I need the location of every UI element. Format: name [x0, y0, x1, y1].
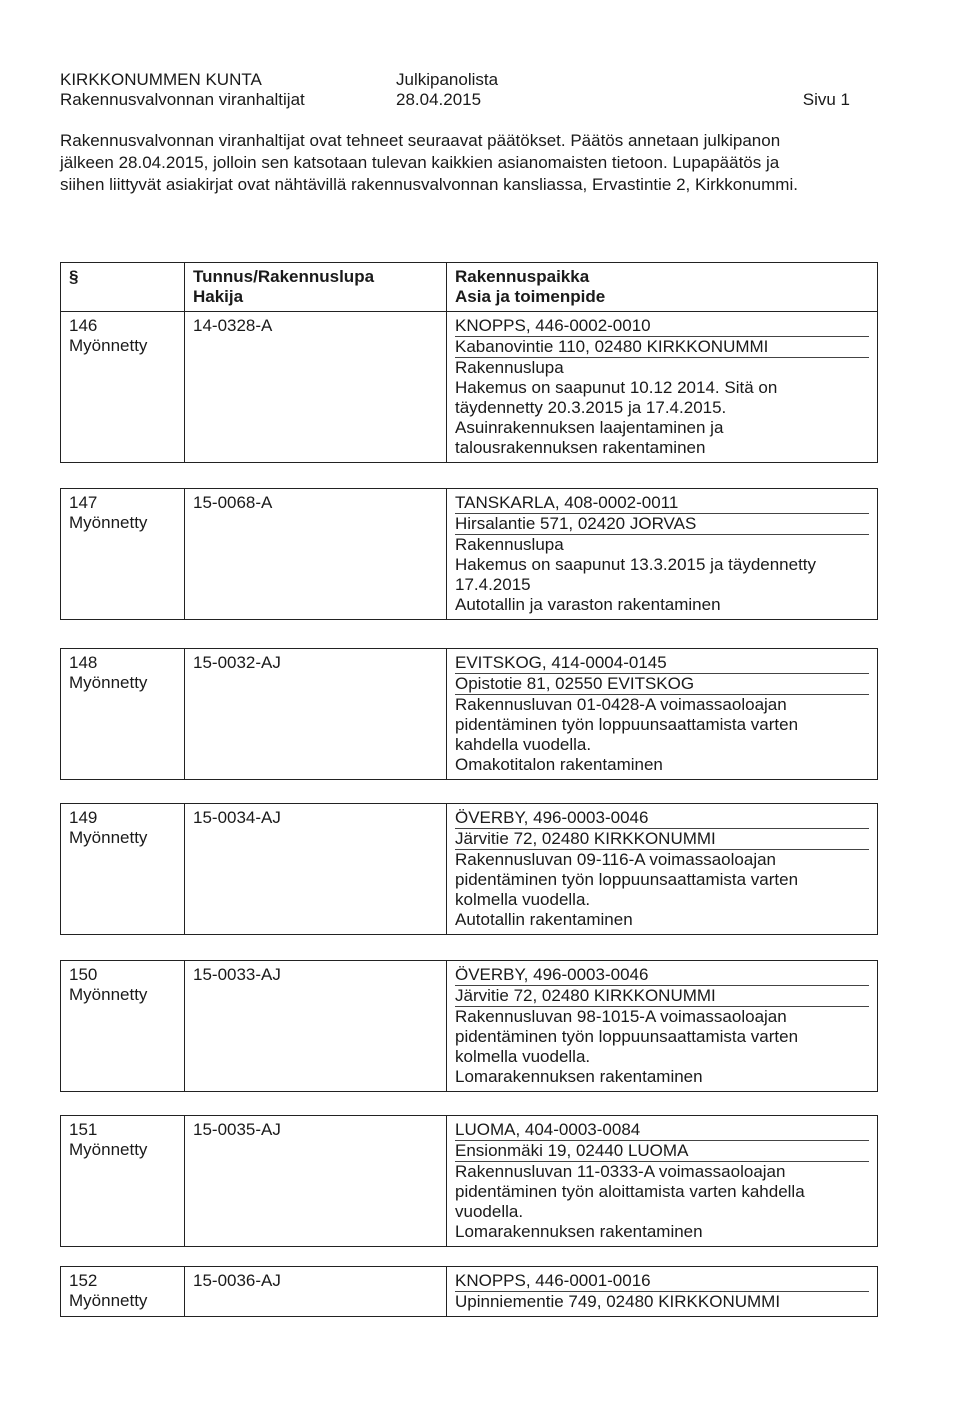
place-cell [447, 489, 877, 619]
property-id: ÖVERBY, 496-0003-0046 [455, 808, 869, 829]
detail-line: Rakennuslupa [455, 358, 564, 377]
detail-line: Hakemus on saapunut 10.12 2014. Sitä on [455, 378, 778, 397]
section-cell [61, 489, 185, 619]
list-date: 28.04.2015 [396, 90, 482, 109]
property-address: Järvitie 72, 02480 KIRKKONUMMI [455, 829, 869, 850]
detail-line: kolmella vuodella. [455, 890, 591, 909]
organization-name: KIRKKONUMMEN KUNTA [60, 70, 262, 89]
decision-block-146 [60, 262, 878, 463]
decision-block-148 [60, 648, 878, 780]
section-cell [61, 649, 185, 779]
detail-line: talousrakennuksen rakentaminen [455, 438, 706, 457]
decision-block-147 [60, 488, 878, 620]
decision-status: Myönnetty [69, 513, 148, 532]
property-address: Opistotie 81, 02550 EVITSKOG [455, 674, 869, 695]
decision-status: Myönnetty [69, 1291, 148, 1310]
place-cell [447, 961, 877, 1091]
detail-line: Omakotitalon rakentaminen [455, 755, 663, 774]
header-organization [60, 70, 305, 110]
place-cell [447, 1116, 877, 1246]
property-id: KNOPPS, 446-0002-0010 [455, 316, 869, 337]
place-cell [447, 804, 877, 934]
decision-status: Myönnetty [69, 985, 148, 1004]
section-number: 150 [69, 965, 98, 984]
section-number: 149 [69, 808, 98, 827]
intro-paragraph [60, 130, 890, 196]
page-number: Sivu 1 [802, 90, 850, 109]
decision-block-149 [60, 803, 878, 935]
permit-id: 15-0035-AJ [193, 1120, 281, 1139]
property-address: Ensionmäki 19, 02440 LUOMA [455, 1141, 869, 1162]
detail-line: 17.4.2015 [455, 575, 531, 594]
detail-line: pidentäminen työn loppuunsaattamista varten [455, 1027, 799, 1046]
section-cell [61, 961, 185, 1091]
section-cell [61, 312, 185, 462]
detail-line: Lomarakennuksen rakentaminen [455, 1222, 703, 1241]
detail-line: Hakemus on saapunut 13.3.2015 ja täydennetty [455, 555, 817, 574]
id-cell [185, 312, 447, 462]
detail-line: Lomarakennuksen rakentaminen [455, 1067, 703, 1086]
id-cell [185, 489, 447, 619]
column-header-place: Rakennuspaikka [455, 267, 590, 286]
decision-block-150 [60, 960, 878, 1092]
permit-id: 15-0036-AJ [193, 1271, 281, 1290]
detail-line: pidentäminen työn loppuunsaattamista varten [455, 715, 799, 734]
permit-id: 15-0034-AJ [193, 808, 281, 827]
intro-line: Rakennusvalvonnan viranhaltijat ovat tehneet seuraavat päätökset. Päätös annetaan julkipanon [60, 131, 781, 150]
property-id: ÖVERBY, 496-0003-0046 [455, 965, 869, 986]
column-header-applicant: Hakija [193, 287, 244, 306]
column-header-id: Tunnus/Rakennuslupa [193, 267, 375, 286]
section-symbol: § [69, 267, 79, 286]
property-address: Upinniementie 749, 02480 KIRKKONUMMI [455, 1292, 781, 1311]
section-cell [61, 804, 185, 934]
decision-status: Myönnetty [69, 336, 148, 355]
detail-line: Rakennusluvan 98-1015-A voimassaoloajan [455, 1007, 787, 1026]
permit-id: 15-0033-AJ [193, 965, 281, 984]
detail-line: Rakennuslupa [455, 535, 564, 554]
detail-line: pidentäminen työn aloittamista varten kahdella [455, 1182, 805, 1201]
id-cell [185, 1116, 447, 1246]
id-cell [185, 804, 447, 934]
property-address: Järvitie 72, 02480 KIRKKONUMMI [455, 986, 869, 1007]
section-number: 148 [69, 653, 98, 672]
section-number: 147 [69, 493, 98, 512]
property-id: TANSKARLA, 408-0002-0011 [455, 493, 869, 514]
property-address: Hirsalantie 571, 02420 JORVAS [455, 514, 869, 535]
id-cell [185, 1267, 447, 1316]
detail-line: Rakennusluvan 09-116-A voimassaoloajan [455, 850, 776, 869]
property-id: EVITSKOG, 414-0004-0145 [455, 653, 869, 674]
place-cell [447, 649, 877, 779]
decision-status: Myönnetty [69, 1140, 148, 1159]
intro-line: siihen liittyvät asiakirjat ovat nähtävillä rakennusvalvonnan kansliassa, Ervastintie 2, Kirkkonummi. [60, 175, 798, 194]
decision-block-152 [60, 1266, 878, 1317]
detail-line: pidentäminen työn loppuunsaattamista varten [455, 870, 799, 889]
permit-id: 14-0328-A [193, 316, 273, 335]
header-section-cell [61, 263, 185, 312]
department-name: Rakennusvalvonnan viranhaltijat [60, 90, 305, 109]
permit-id: 15-0032-AJ [193, 653, 281, 672]
document-header [60, 70, 900, 114]
place-cell [447, 312, 877, 462]
detail-line: Rakennusluvan 11-0333-A voimassaoloajan [455, 1162, 786, 1181]
section-cell [61, 1267, 185, 1316]
detail-line: kolmella vuodella. [455, 1047, 591, 1066]
header-place-cell [447, 263, 877, 312]
detail-line: Autotallin rakentaminen [455, 910, 633, 929]
section-number: 146 [69, 316, 98, 335]
decision-block-151 [60, 1115, 878, 1247]
section-cell [61, 1116, 185, 1246]
detail-line: Asuinrakennuksen laajentaminen ja [455, 418, 724, 437]
section-number: 151 [69, 1120, 98, 1139]
header-id-cell [185, 263, 447, 312]
detail-line: Rakennusluvan 01-0428-A voimassaoloajan [455, 695, 787, 714]
detail-line: vuodella. [455, 1202, 524, 1221]
detail-line: kahdella vuodella. [455, 735, 592, 754]
property-id: LUOMA, 404-0003-0084 [455, 1120, 869, 1141]
column-header-matter: Asia ja toimenpide [455, 287, 606, 306]
id-cell [185, 649, 447, 779]
place-cell [447, 1267, 877, 1316]
detail-line: täydennetty 20.3.2015 ja 17.4.2015. [455, 398, 727, 417]
decision-status: Myönnetty [69, 673, 148, 692]
detail-line: Autotallin ja varaston rakentaminen [455, 595, 721, 614]
property-id: KNOPPS, 446-0001-0016 [455, 1271, 869, 1292]
property-address: Kabanovintie 110, 02480 KIRKKONUMMI [455, 337, 869, 358]
section-number: 152 [69, 1271, 98, 1290]
id-cell [185, 961, 447, 1091]
decision-status: Myönnetty [69, 828, 148, 847]
header-list-info [396, 70, 498, 110]
list-title: Julkipanolista [396, 70, 499, 89]
intro-line: jälkeen 28.04.2015, jolloin sen katsotaan tulevan kaikkien asianomaisten tietoon. Lupapäätös ja [60, 153, 780, 172]
permit-id: 15-0068-A [193, 493, 273, 512]
